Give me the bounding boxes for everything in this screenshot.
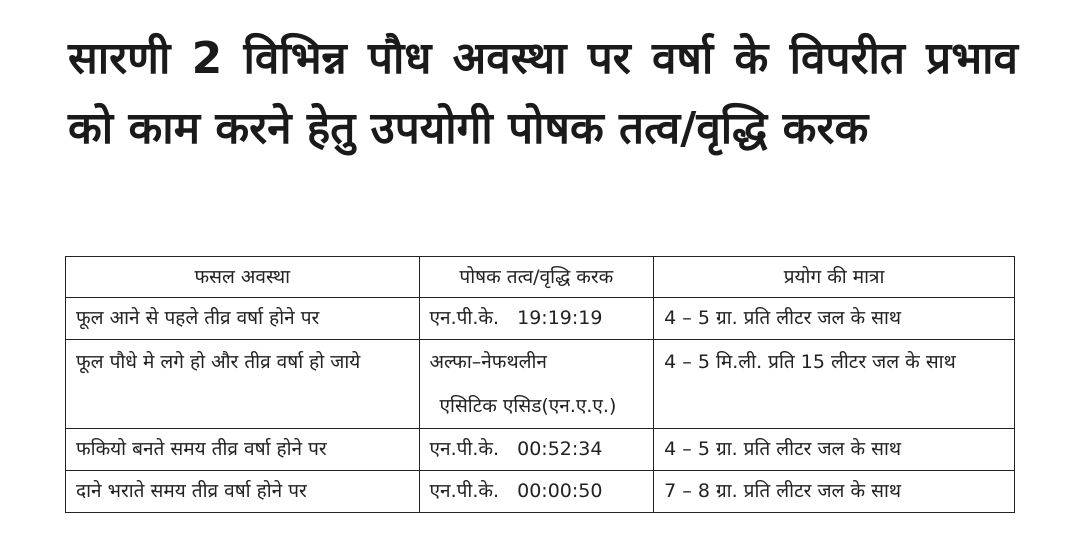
cell-nutrient bbox=[419, 340, 654, 429]
table-row bbox=[66, 471, 1015, 513]
table-row bbox=[66, 340, 1015, 429]
cell-crop-stage: दाने भराते समय तीव्र वर्षा होने पर bbox=[66, 471, 420, 513]
cell-nutrient: एन.पी.के. 00:52:34 bbox=[419, 429, 654, 471]
cell-nutrient-line: अल्फा–नेफथलीन bbox=[429, 351, 547, 373]
cell-dose: 4 – 5 ग्रा. प्रति लीटर जल के साथ bbox=[654, 298, 1015, 340]
table-caption: सारणी 2 विभिन्न पौध अवस्था पर वर्षा के विपरीत प्रभाव को काम करने हेतु उपयोगी पोषक तत्व/वृद्धि करक bbox=[68, 33, 1018, 154]
cell-nutrient-line: एसिटिक एसिड(एन.ए.ए.) bbox=[439, 395, 617, 417]
cell-nutrient: एन.पी.के. 19:19:19 bbox=[419, 298, 654, 340]
header-dose: प्रयोग की मात्रा bbox=[654, 257, 1015, 298]
header-nutrient: पोषक तत्व/वृद्धि करक bbox=[419, 257, 654, 298]
table-row bbox=[66, 298, 1015, 340]
cell-crop-stage: फूल पौधे मे लगे हो और तीव्र वर्षा हो जाये bbox=[66, 340, 420, 429]
table-header-row bbox=[66, 257, 1015, 298]
cell-dose: 4 – 5 मि.ली. प्रति 15 लीटर जल के साथ bbox=[654, 340, 1015, 429]
cell-crop-stage: फकियो बनते समय तीव्र वर्षा होने पर bbox=[66, 429, 420, 471]
cell-crop-stage: फूल आने से पहले तीव्र वर्षा होने पर bbox=[66, 298, 420, 340]
table-row bbox=[66, 429, 1015, 471]
cell-dose: 4 – 5 ग्रा. प्रति लीटर जल के साथ bbox=[654, 429, 1015, 471]
fertilizer-table bbox=[65, 256, 1015, 513]
cell-dose: 7 – 8 ग्रा. प्रति लीटर जल के साथ bbox=[654, 471, 1015, 513]
header-crop-stage: फसल अवस्था bbox=[66, 257, 420, 298]
cell-nutrient: एन.पी.के. 00:00:50 bbox=[419, 471, 654, 513]
